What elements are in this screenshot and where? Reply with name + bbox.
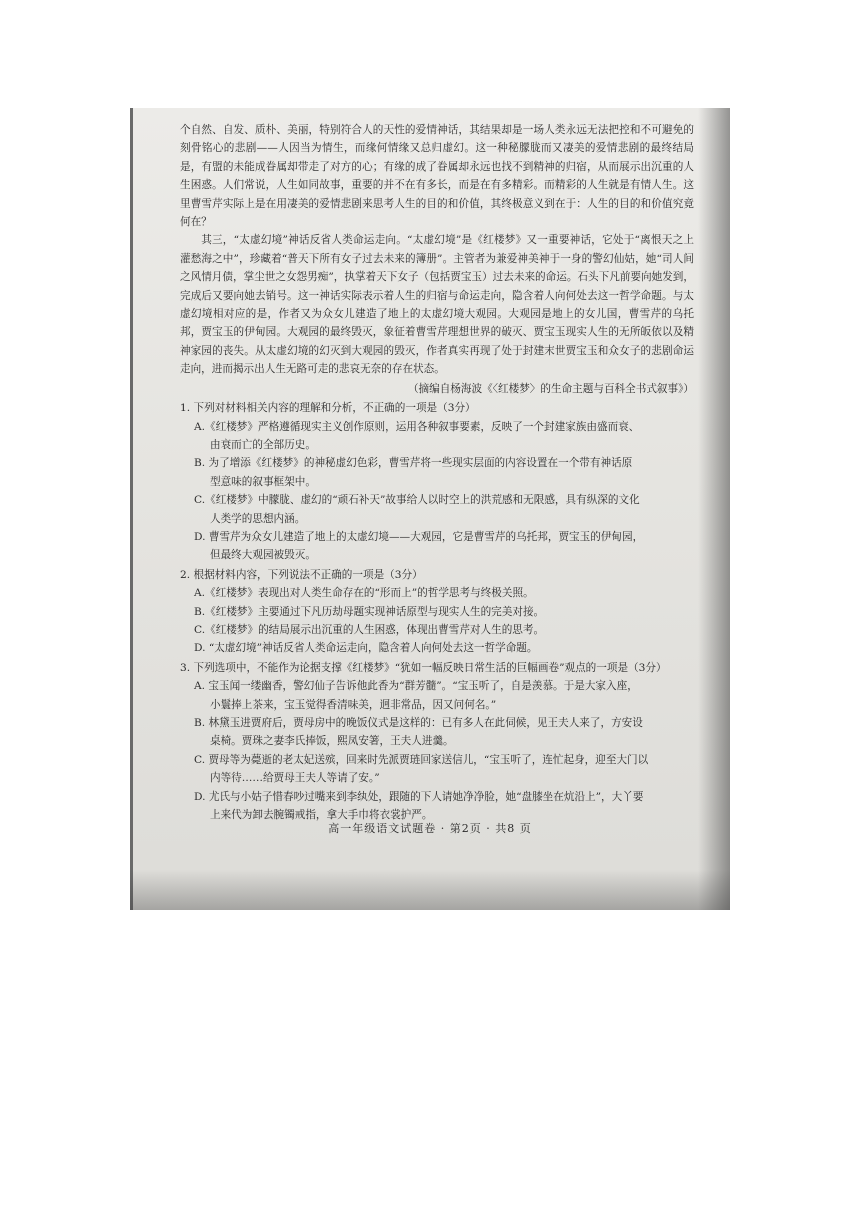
- option-c: C.《红楼梦》中朦胧、虚幻的“顽石补天”故事给人以时空上的洪荒感和无限感，具有纵深的文化 人类学的思想内涵。: [194, 494, 640, 525]
- question-1: [180, 399, 694, 565]
- option-c: C. 贾母等为薨逝的老太妃送殡，回来时先派贾琏回家送信儿，“宝玉听了，连忙起身，迎至大门以 内等待……给贾母王夫人等请了安。”: [194, 753, 649, 785]
- option-b: B. 林黛玉进贾府后，贾母房中的晚饭仪式是这样的：已有多人在此伺候，见王夫人来了，方安设 桌椅。贾珠之妻李氏捧饭，熙凤安箸，王夫人进羹。: [194, 717, 643, 748]
- option-d: D. 曹雪芹为众女儿建造了地上的太虚幻境——大观园，它是曹雪芹的乌托邦，贾宝玉的伊甸园， 但最终大观园被毁灭。: [194, 530, 644, 562]
- passage-paragraph: 个自然、自发、质朴、美丽，特别符合人的天性的爱情神话，其结果却是一场人类永远无法把控和不可避免的刻骨铭心的悲剧——人因当为情生，而缘何情缘又总归虚幻。这一种秘朦胧而又凄美的爱情悲剧的最终结局是，有盟的未能成眷属却带走了对方的心；有缘的成了眷属却永远也找不到精神的归宿，从而展示出沉重的人生困惑。人们常说，人生如同故事，重要的并不在有多长，而是在有多精彩。而精彩的人生就是有情人生。这里曹雪芹实际上是在用凄美的爱情悲剧来思考人生的目的和价值，其终极意义到在于：人生的目的和价值究竟何在？: [180, 124, 694, 229]
- option-a: A. 宝玉闻一缕幽香，警幻仙子告诉他此香为“群芳髓”。“宝玉听了，自是羡慕。于是大家入座， 小鬟捧上茶来，宝玉觉得香清味美，迥非常品，因又问何名。”: [194, 680, 638, 711]
- passage-paragraph: 其三，“太虚幻境”神话反省人类命运走向。“太虚幻境”是《红楼梦》又一重要神话，它处于“离恨天之上灌愁海之中”，珍藏着“普天下所有女子过去未来的簿册”。主管者为兼爱神美神于一身的警幻仙姑，她“司人间之风情月债，掌尘世之女怨男痴”，执掌着天下女子（包括贾宝玉）过去未来的命运。石头下凡前要向她发到，完成后又要向她去销号。这一神话实际表示着人生的归宿与命运走向，隐含着人向何处去这一哲学命题。与太虚幻境相对应的是，作者又为众女儿建造了地上的太虚幻境大观园。大观园是地上的女儿国，曹雪芹的乌托邦，贾宝玉的伊甸园。大观园的最终毁灭，象征着曹雪芹理想世界的破灭、贾宝玉现实人生的无所皈依以及精神家园的丧失。从太虚幻境的幻灭到大观园的毁灭，作者真实再现了处于封建末世贾宝玉和众女子的悲剧命运走向，进而揭示出人生无路可走的悲哀无奈的存在状态。: [180, 234, 694, 376]
- page-footer: 高一年级语文试题卷 · 第2页 · 共8 页: [328, 822, 532, 835]
- option-b: B.《红楼梦》主要通过下凡历劫母题实现神话原型与现实人生的完美对接。: [194, 605, 545, 618]
- passage-source: （摘编自杨海波《〈红楼梦〉的生命主题与百科全书式叙事》）: [407, 382, 694, 395]
- question-2: [180, 566, 694, 658]
- photo-shadow: [698, 108, 730, 910]
- option-c: C.《红楼梦》的结局展示出沉重的人生困惑，体现出曹雪芹对人生的思考。: [194, 623, 545, 636]
- option-d: D. “太虚幻境”神话反省人类命运走向，隐含着人向何处去这一哲学命题。: [194, 642, 538, 655]
- question-stem: 3. 下列选项中，不能作为论据支撑《红楼梦》“犹如一幅反映日常生活的巨幅画卷”观点的一项是（3分）: [180, 661, 667, 674]
- photo-edge: [130, 108, 133, 910]
- option-a: A.《红楼梦》严格遵循现实主义创作原则，运用各种叙事要素，反映了一个封建家族由盛而衰、 由衰而亡的全部历史。: [194, 420, 640, 451]
- option-b: B. 为了增添《红楼梦》的神秘虚幻色彩，曹雪芹将一些现实层面的内容设置在一个带有神话原 型意味的叙事框架中。: [194, 457, 633, 488]
- photo-shadow: [130, 870, 730, 910]
- option-a: A.《红楼梦》表现出对人类生命存在的“形而上”的哲学思考与终极关照。: [194, 587, 534, 600]
- question-stem: 1. 下列对材料相关内容的理解和分析，不正确的一项是（3分）: [180, 402, 476, 415]
- exam-content: [180, 121, 694, 824]
- question-3: [180, 659, 694, 825]
- exam-page-photo: [130, 108, 730, 910]
- question-stem: 2. 根据材料内容，下列说法不正确的一项是（3分）: [180, 568, 423, 581]
- option-d: D. 尤氏与小姑子惜春吵过嘴来到李纨处，跟随的下人请她净净脸，她“盘膝坐在炕沿上”，大丫要 上来代为卸去腕镯戒指，拿大手巾将衣裳护严。: [194, 790, 644, 822]
